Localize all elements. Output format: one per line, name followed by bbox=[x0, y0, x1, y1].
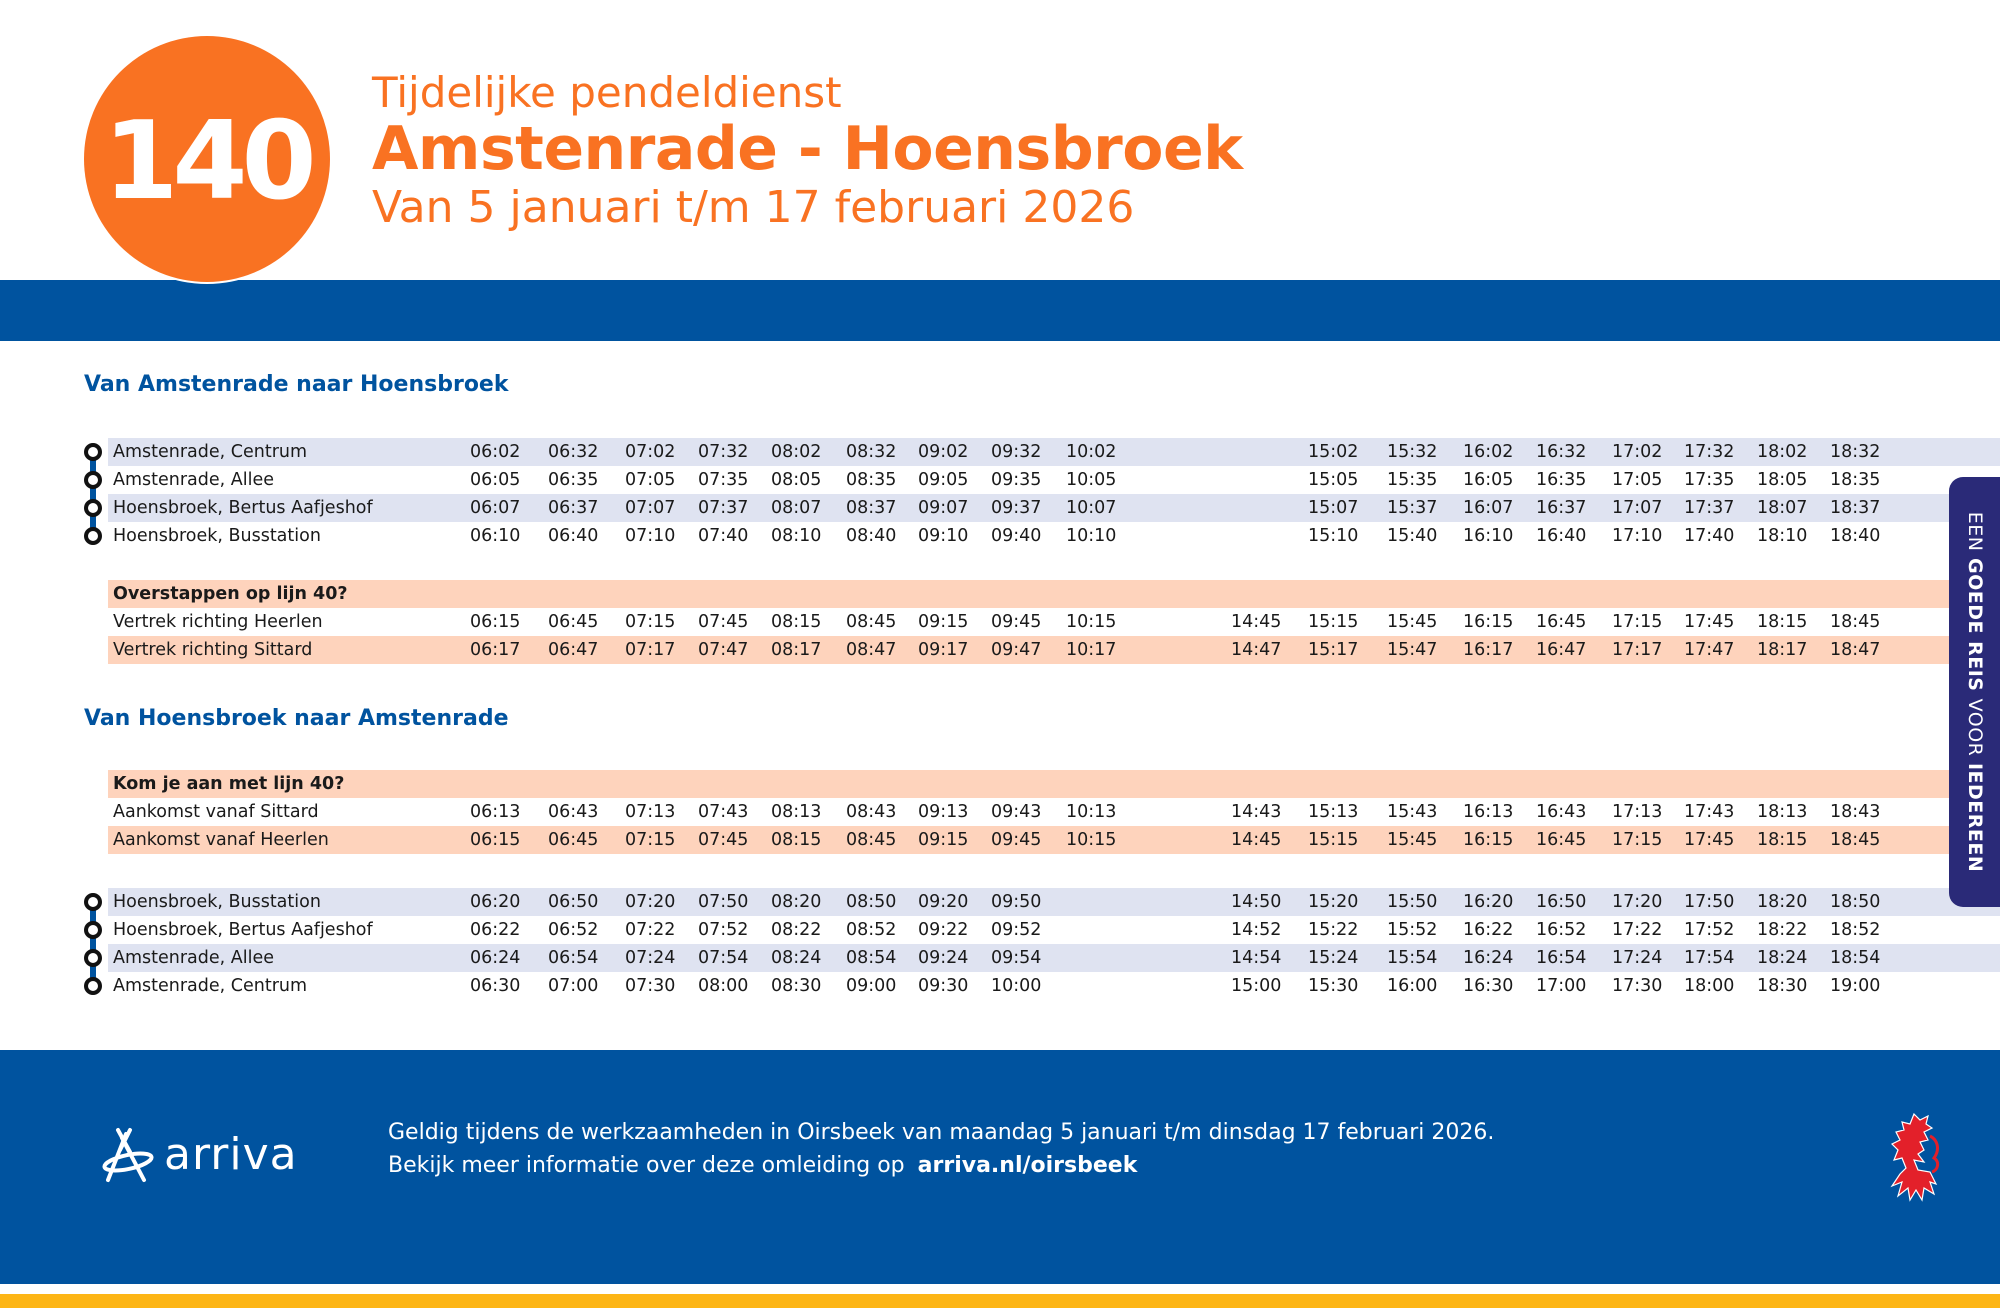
stop-name: Amstenrade, Centrum bbox=[113, 442, 308, 462]
departure-time: 16:45 bbox=[1536, 612, 1587, 632]
departure-time: 06:10 bbox=[470, 526, 521, 546]
transfer-heading-row bbox=[108, 770, 2000, 798]
slogan-text bbox=[1964, 512, 1986, 872]
stop-marker-icon bbox=[84, 527, 102, 545]
departure-time: 17:24 bbox=[1612, 948, 1663, 968]
route-line bbox=[90, 452, 96, 536]
stop-marker-icon bbox=[84, 893, 102, 911]
departure-time: 16:15 bbox=[1463, 612, 1514, 632]
stop-marker-icon bbox=[84, 499, 102, 517]
departure-time: 18:15 bbox=[1757, 830, 1808, 850]
departure-time: 17:37 bbox=[1684, 498, 1735, 518]
departure-time: 16:24 bbox=[1463, 948, 1514, 968]
departure-time: 07:24 bbox=[625, 948, 676, 968]
stop-marker-icon bbox=[84, 921, 102, 939]
departure-time: 08:30 bbox=[771, 976, 822, 996]
footer-info-line bbox=[388, 1153, 1137, 1178]
departure-time: 07:30 bbox=[625, 976, 676, 996]
stop-name: Vertrek richting Heerlen bbox=[113, 612, 323, 632]
departure-time: 15:10 bbox=[1308, 526, 1359, 546]
departure-time: 16:00 bbox=[1387, 976, 1438, 996]
departure-time: 18:40 bbox=[1830, 526, 1881, 546]
departure-time: 17:00 bbox=[1536, 976, 1587, 996]
stop-name: Amstenrade, Allee bbox=[113, 470, 275, 490]
departure-time: 08:32 bbox=[846, 442, 897, 462]
table-row bbox=[108, 972, 2000, 1000]
slogan-part: VOOR bbox=[1963, 698, 1986, 763]
departure-time: 17:52 bbox=[1684, 920, 1735, 940]
departure-time: 06:50 bbox=[548, 892, 599, 912]
departure-time: 06:43 bbox=[548, 802, 599, 822]
departure-time: 08:40 bbox=[846, 526, 897, 546]
departure-time: 09:05 bbox=[918, 470, 969, 490]
departure-time: 06:54 bbox=[548, 948, 599, 968]
departure-time: 15:13 bbox=[1308, 802, 1359, 822]
departure-time: 10:07 bbox=[1066, 498, 1117, 518]
departure-time: 06:45 bbox=[548, 612, 599, 632]
departure-time: 17:45 bbox=[1684, 830, 1735, 850]
departure-time: 10:15 bbox=[1066, 612, 1117, 632]
departure-time: 06:47 bbox=[548, 640, 599, 660]
departure-time: 14:47 bbox=[1231, 640, 1282, 660]
departure-time: 06:20 bbox=[470, 892, 521, 912]
table-row bbox=[108, 522, 2000, 550]
stop-marker-icon bbox=[84, 949, 102, 967]
departure-time: 17:30 bbox=[1612, 976, 1663, 996]
page-title: Amstenrade - Hoensbroek bbox=[372, 114, 1243, 184]
departure-time: 09:32 bbox=[991, 442, 1042, 462]
departure-time: 17:02 bbox=[1612, 442, 1663, 462]
stop-name: Aankomst vanaf Heerlen bbox=[113, 830, 329, 850]
departure-time: 15:35 bbox=[1387, 470, 1438, 490]
departure-time: 18:45 bbox=[1830, 612, 1881, 632]
departure-time: 18:10 bbox=[1757, 526, 1808, 546]
departure-time: 09:30 bbox=[918, 976, 969, 996]
departure-time: 10:15 bbox=[1066, 830, 1117, 850]
departure-time: 10:10 bbox=[1066, 526, 1117, 546]
limburg-lion-icon bbox=[1884, 1110, 1944, 1204]
page-subtitle: Tijdelijke pendeldienst bbox=[372, 68, 842, 117]
departure-time: 07:20 bbox=[625, 892, 676, 912]
departure-time: 18:37 bbox=[1830, 498, 1881, 518]
departure-time: 08:52 bbox=[846, 920, 897, 940]
departure-time: 15:17 bbox=[1308, 640, 1359, 660]
departure-time: 10:00 bbox=[991, 976, 1042, 996]
departure-time: 16:43 bbox=[1536, 802, 1587, 822]
table-row bbox=[108, 916, 2000, 944]
departure-time: 16:15 bbox=[1463, 830, 1514, 850]
departure-time: 08:45 bbox=[846, 830, 897, 850]
departure-time: 17:45 bbox=[1684, 612, 1735, 632]
stop-marker-icon bbox=[84, 471, 102, 489]
departure-time: 16:52 bbox=[1536, 920, 1587, 940]
departure-time: 15:40 bbox=[1387, 526, 1438, 546]
departure-time: 06:52 bbox=[548, 920, 599, 940]
departure-time: 08:45 bbox=[846, 612, 897, 632]
departure-time: 08:47 bbox=[846, 640, 897, 660]
footer-divider bbox=[0, 1284, 2000, 1294]
table-row bbox=[108, 608, 2000, 636]
departure-time: 06:32 bbox=[548, 442, 599, 462]
departure-time: 08:05 bbox=[771, 470, 822, 490]
departure-time: 16:17 bbox=[1463, 640, 1514, 660]
departure-time: 15:24 bbox=[1308, 948, 1359, 968]
departure-time: 08:43 bbox=[846, 802, 897, 822]
departure-time: 15:45 bbox=[1387, 830, 1438, 850]
departure-time: 15:02 bbox=[1308, 442, 1359, 462]
validity-period: Van 5 januari t/m 17 februari 2026 bbox=[372, 182, 1135, 233]
departure-time: 17:54 bbox=[1684, 948, 1735, 968]
departure-time: 15:05 bbox=[1308, 470, 1359, 490]
stop-marker-icon bbox=[84, 443, 102, 461]
departure-time: 07:22 bbox=[625, 920, 676, 940]
departure-time: 16:54 bbox=[1536, 948, 1587, 968]
departure-time: 16:50 bbox=[1536, 892, 1587, 912]
departure-time: 09:15 bbox=[918, 830, 969, 850]
departure-time: 07:07 bbox=[625, 498, 676, 518]
departure-time: 16:45 bbox=[1536, 830, 1587, 850]
transfer-heading-row bbox=[108, 580, 2000, 608]
stop-name: Amstenrade, Centrum bbox=[113, 976, 308, 996]
arriva-wordmark: arriva bbox=[164, 1128, 298, 1180]
table-row bbox=[108, 466, 2000, 494]
departure-time: 17:05 bbox=[1612, 470, 1663, 490]
slogan-part: IEDEREEN bbox=[1963, 762, 1986, 873]
departure-time: 06:45 bbox=[548, 830, 599, 850]
departure-time: 16:35 bbox=[1536, 470, 1587, 490]
departure-time: 14:45 bbox=[1231, 830, 1282, 850]
departure-time: 15:37 bbox=[1387, 498, 1438, 518]
departure-time: 18:24 bbox=[1757, 948, 1808, 968]
departure-time: 08:22 bbox=[771, 920, 822, 940]
header-band bbox=[0, 280, 2000, 341]
departure-time: 08:15 bbox=[771, 612, 822, 632]
departure-time: 18:47 bbox=[1830, 640, 1881, 660]
departure-time: 10:13 bbox=[1066, 802, 1117, 822]
departure-time: 09:45 bbox=[991, 612, 1042, 632]
slogan-tab bbox=[1949, 477, 2000, 907]
departure-time: 09:20 bbox=[918, 892, 969, 912]
departure-time: 07:13 bbox=[625, 802, 676, 822]
departure-time: 09:10 bbox=[918, 526, 969, 546]
departure-time: 10:02 bbox=[1066, 442, 1117, 462]
stop-marker-icon bbox=[84, 977, 102, 995]
departure-time: 06:35 bbox=[548, 470, 599, 490]
departure-time: 08:24 bbox=[771, 948, 822, 968]
slogan-part: GOEDE REIS bbox=[1963, 558, 1986, 699]
departure-time: 07:37 bbox=[698, 498, 749, 518]
departure-time: 06:15 bbox=[470, 612, 521, 632]
departure-time: 18:35 bbox=[1830, 470, 1881, 490]
departure-time: 15:50 bbox=[1387, 892, 1438, 912]
departure-time: 06:07 bbox=[470, 498, 521, 518]
departure-time: 07:47 bbox=[698, 640, 749, 660]
departure-time: 17:15 bbox=[1612, 830, 1663, 850]
departure-time: 16:30 bbox=[1463, 976, 1514, 996]
departure-time: 07:15 bbox=[625, 830, 676, 850]
departure-time: 14:43 bbox=[1231, 802, 1282, 822]
departure-time: 16:32 bbox=[1536, 442, 1587, 462]
departure-time: 15:52 bbox=[1387, 920, 1438, 940]
footer-accent-bar bbox=[0, 1294, 2000, 1308]
departure-time: 19:00 bbox=[1830, 976, 1881, 996]
footer-validity-text: Geldig tijdens de werkzaamheden in Oirsbeek van maandag 5 januari t/m dinsdag 17 februari 2026. bbox=[388, 1120, 1495, 1145]
departure-time: 07:15 bbox=[625, 612, 676, 632]
departure-time: 06:13 bbox=[470, 802, 521, 822]
table-row bbox=[108, 798, 2000, 826]
departure-time: 17:07 bbox=[1612, 498, 1663, 518]
departure-time: 14:54 bbox=[1231, 948, 1282, 968]
departure-time: 18:22 bbox=[1757, 920, 1808, 940]
transfer-heading: Overstappen op lijn 40? bbox=[113, 584, 348, 604]
departure-time: 09:37 bbox=[991, 498, 1042, 518]
departure-time: 18:05 bbox=[1757, 470, 1808, 490]
departure-time: 17:40 bbox=[1684, 526, 1735, 546]
departure-time: 06:17 bbox=[470, 640, 521, 660]
departure-time: 09:52 bbox=[991, 920, 1042, 940]
departure-time: 16:47 bbox=[1536, 640, 1587, 660]
departure-time: 07:35 bbox=[698, 470, 749, 490]
departure-time: 07:50 bbox=[698, 892, 749, 912]
arriva-logo-icon bbox=[100, 1124, 156, 1184]
stop-name: Hoensbroek, Bertus Aafjeshof bbox=[113, 498, 373, 518]
departure-time: 15:54 bbox=[1387, 948, 1438, 968]
departure-time: 09:43 bbox=[991, 802, 1042, 822]
departure-time: 15:22 bbox=[1308, 920, 1359, 940]
departure-time: 15:30 bbox=[1308, 976, 1359, 996]
arriva-logo bbox=[100, 1124, 298, 1184]
departure-time: 16:07 bbox=[1463, 498, 1514, 518]
departure-time: 15:43 bbox=[1387, 802, 1438, 822]
departure-time: 16:22 bbox=[1463, 920, 1514, 940]
departure-time: 18:00 bbox=[1684, 976, 1735, 996]
departure-time: 16:05 bbox=[1463, 470, 1514, 490]
departure-time: 06:22 bbox=[470, 920, 521, 940]
departure-time: 14:50 bbox=[1231, 892, 1282, 912]
table-row bbox=[108, 944, 2000, 972]
departure-time: 16:13 bbox=[1463, 802, 1514, 822]
departure-time: 17:20 bbox=[1612, 892, 1663, 912]
departure-time: 06:05 bbox=[470, 470, 521, 490]
departure-time: 08:17 bbox=[771, 640, 822, 660]
departure-time: 14:45 bbox=[1231, 612, 1282, 632]
departure-time: 07:10 bbox=[625, 526, 676, 546]
departure-time: 08:50 bbox=[846, 892, 897, 912]
departure-time: 07:17 bbox=[625, 640, 676, 660]
departure-time: 18:32 bbox=[1830, 442, 1881, 462]
departure-time: 17:43 bbox=[1684, 802, 1735, 822]
line-number-badge bbox=[84, 36, 330, 282]
footer-info-prefix: Bekijk meer informatie over deze omleiding op bbox=[388, 1153, 905, 1178]
stop-name: Amstenrade, Allee bbox=[113, 948, 275, 968]
departure-time: 08:20 bbox=[771, 892, 822, 912]
departure-time: 16:40 bbox=[1536, 526, 1587, 546]
departure-time: 06:24 bbox=[470, 948, 521, 968]
departure-time: 18:45 bbox=[1830, 830, 1881, 850]
departure-time: 07:45 bbox=[698, 830, 749, 850]
stop-name: Vertrek richting Sittard bbox=[113, 640, 313, 660]
departure-time: 15:47 bbox=[1387, 640, 1438, 660]
info-link[interactable]: arriva.nl/oirsbeek bbox=[917, 1153, 1138, 1178]
departure-time: 18:17 bbox=[1757, 640, 1808, 660]
departure-time: 16:37 bbox=[1536, 498, 1587, 518]
departure-time: 10:05 bbox=[1066, 470, 1117, 490]
departure-time: 09:35 bbox=[991, 470, 1042, 490]
departure-time: 09:07 bbox=[918, 498, 969, 518]
departure-time: 08:15 bbox=[771, 830, 822, 850]
stop-name: Hoensbroek, Busstation bbox=[113, 892, 321, 912]
departure-time: 18:15 bbox=[1757, 612, 1808, 632]
departure-time: 09:15 bbox=[918, 612, 969, 632]
departure-time: 18:30 bbox=[1757, 976, 1808, 996]
section-title-hoensbroek-amstenrade: Van Hoensbroek naar Amstenrade bbox=[84, 706, 509, 731]
table-row bbox=[108, 438, 2000, 466]
departure-time: 18:20 bbox=[1757, 892, 1808, 912]
departure-time: 09:00 bbox=[846, 976, 897, 996]
departure-time: 09:22 bbox=[918, 920, 969, 940]
departure-time: 18:52 bbox=[1830, 920, 1881, 940]
departure-time: 07:02 bbox=[625, 442, 676, 462]
departure-time: 09:54 bbox=[991, 948, 1042, 968]
departure-time: 08:10 bbox=[771, 526, 822, 546]
departure-time: 08:13 bbox=[771, 802, 822, 822]
departure-time: 07:32 bbox=[698, 442, 749, 462]
departure-time: 09:47 bbox=[991, 640, 1042, 660]
departure-time: 07:40 bbox=[698, 526, 749, 546]
route-line bbox=[90, 902, 96, 986]
departure-time: 07:43 bbox=[698, 802, 749, 822]
transfer-heading: Kom je aan met lijn 40? bbox=[113, 774, 345, 794]
departure-time: 17:13 bbox=[1612, 802, 1663, 822]
departure-time: 15:32 bbox=[1387, 442, 1438, 462]
departure-time: 09:50 bbox=[991, 892, 1042, 912]
departure-time: 06:15 bbox=[470, 830, 521, 850]
departure-time: 16:02 bbox=[1463, 442, 1514, 462]
departure-time: 17:47 bbox=[1684, 640, 1735, 660]
departure-time: 18:43 bbox=[1830, 802, 1881, 822]
table-row bbox=[108, 494, 2000, 522]
departure-time: 17:35 bbox=[1684, 470, 1735, 490]
departure-time: 09:02 bbox=[918, 442, 969, 462]
stop-name: Hoensbroek, Busstation bbox=[113, 526, 321, 546]
departure-time: 18:54 bbox=[1830, 948, 1881, 968]
table-row bbox=[108, 888, 2000, 916]
departure-time: 08:00 bbox=[698, 976, 749, 996]
departure-time: 15:15 bbox=[1308, 612, 1359, 632]
departure-time: 06:40 bbox=[548, 526, 599, 546]
departure-time: 08:37 bbox=[846, 498, 897, 518]
departure-time: 06:30 bbox=[470, 976, 521, 996]
departure-time: 10:17 bbox=[1066, 640, 1117, 660]
departure-time: 18:07 bbox=[1757, 498, 1808, 518]
departure-time: 08:35 bbox=[846, 470, 897, 490]
departure-time: 15:15 bbox=[1308, 830, 1359, 850]
departure-time: 17:32 bbox=[1684, 442, 1735, 462]
departure-time: 16:20 bbox=[1463, 892, 1514, 912]
departure-time: 07:45 bbox=[698, 612, 749, 632]
departure-time: 07:54 bbox=[698, 948, 749, 968]
departure-time: 09:40 bbox=[991, 526, 1042, 546]
departure-time: 17:22 bbox=[1612, 920, 1663, 940]
departure-time: 07:52 bbox=[698, 920, 749, 940]
departure-time: 18:13 bbox=[1757, 802, 1808, 822]
departure-time: 09:17 bbox=[918, 640, 969, 660]
departure-time: 09:45 bbox=[991, 830, 1042, 850]
departure-time: 15:20 bbox=[1308, 892, 1359, 912]
departure-time: 17:17 bbox=[1612, 640, 1663, 660]
departure-time: 08:54 bbox=[846, 948, 897, 968]
departure-time: 14:52 bbox=[1231, 920, 1282, 940]
departure-time: 07:00 bbox=[548, 976, 599, 996]
stop-name: Aankomst vanaf Sittard bbox=[113, 802, 319, 822]
slogan-part: EEN bbox=[1963, 511, 1986, 559]
departure-time: 07:05 bbox=[625, 470, 676, 490]
departure-time: 06:37 bbox=[548, 498, 599, 518]
table-row bbox=[108, 826, 2000, 854]
table-row bbox=[108, 636, 2000, 664]
departure-time: 06:02 bbox=[470, 442, 521, 462]
departure-time: 08:07 bbox=[771, 498, 822, 518]
stop-name: Hoensbroek, Bertus Aafjeshof bbox=[113, 920, 373, 940]
departure-time: 18:02 bbox=[1757, 442, 1808, 462]
departure-time: 09:24 bbox=[918, 948, 969, 968]
departure-time: 09:13 bbox=[918, 802, 969, 822]
section-title-amstenrade-hoensbroek: Van Amstenrade naar Hoensbroek bbox=[84, 372, 509, 397]
departure-time: 16:10 bbox=[1463, 526, 1514, 546]
departure-time: 08:02 bbox=[771, 442, 822, 462]
departure-time: 17:50 bbox=[1684, 892, 1735, 912]
departure-time: 17:10 bbox=[1612, 526, 1663, 546]
line-number: 140 bbox=[103, 98, 311, 224]
departure-time: 18:50 bbox=[1830, 892, 1881, 912]
departure-time: 17:15 bbox=[1612, 612, 1663, 632]
departure-time: 15:45 bbox=[1387, 612, 1438, 632]
departure-time: 15:00 bbox=[1231, 976, 1282, 996]
departure-time: 15:07 bbox=[1308, 498, 1359, 518]
